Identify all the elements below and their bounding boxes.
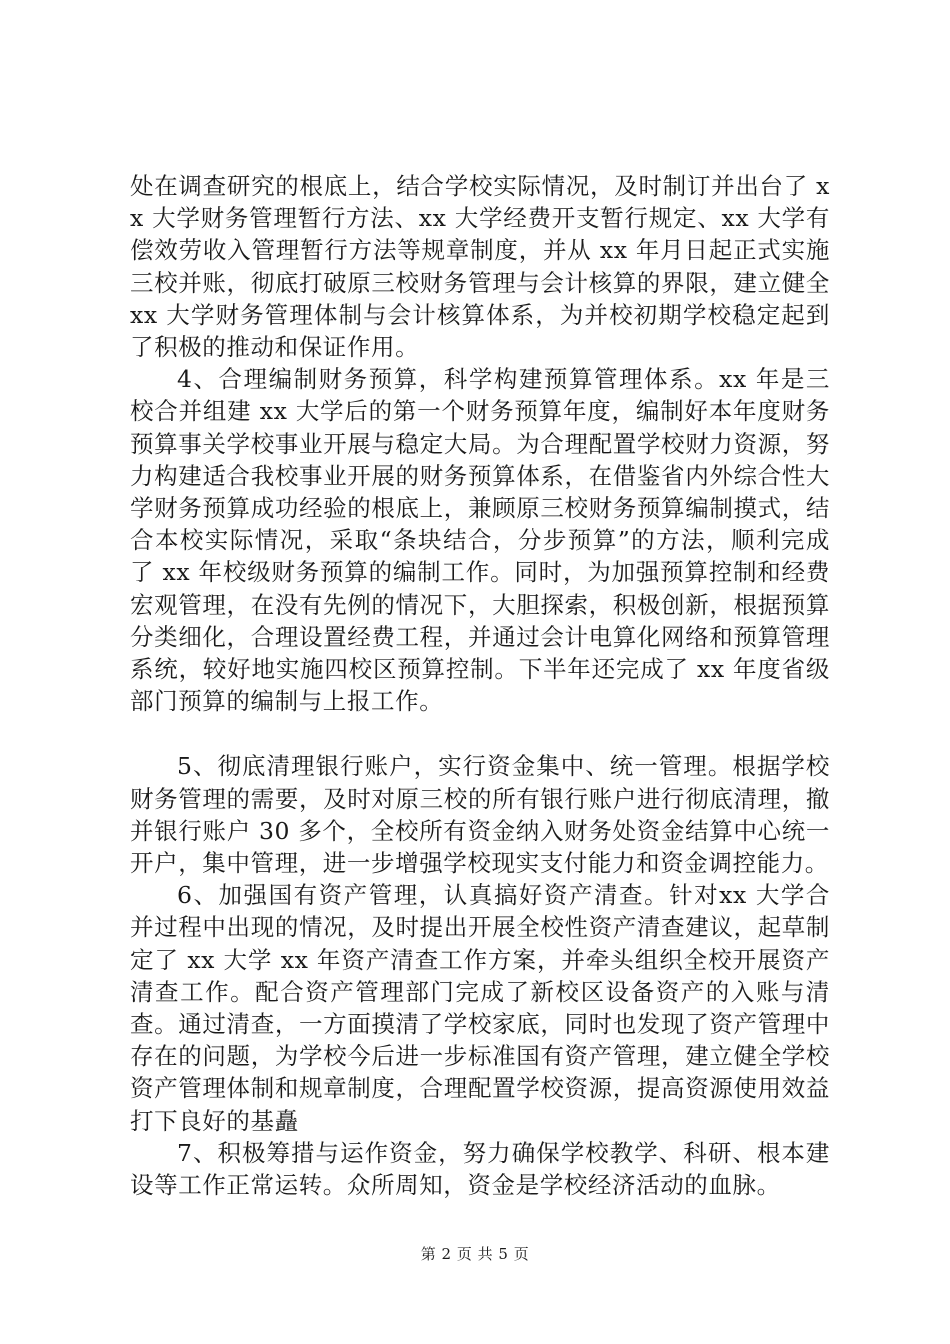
paragraph-item-7: 7、积极筹措与运作资金，努力确保学校教学、科研、根本建设等工作正常运转。众所周知，资金是学校经济活动的血脉。 [130, 1138, 830, 1200]
page-footer: 第 2 页 共 5 页 [420, 1245, 530, 1263]
paragraph-item-4: 4、合理编制财务预算，科学构建预算管理体系。xx 年是三校合并组建 xx 大学后的第一个财务预算年度，编制好本年度财务预算事关学校事业开展与稳定大局。为合理配置学校财力资源，努力构建适合我校事业开展的财务预算体系，在借鉴省内外综合性大学财务预算成功经验的根底上，兼顾原三校财务预算编制摸式，结合本校实际情况，采取“条块结合，分步预算”的方法，顺利完成了 xx 年校级财务预算的编制工作。同时，为加强预算控制和经费宏观管理，在没有先例的情况下，大胆探索，积极创新，根据预算分类细化，合理设置经费工程，并通过会计电算化网络和预算管理系统，较好地实施四校区预算控制。下半年还完成了 xx 年度省级部门预算的编制与上报工作。 [130, 365, 830, 716]
document-body [130, 170, 830, 1201]
paragraph-item-5: 5、彻底清理银行账户，实行资金集中、统一管理。根据学校财务管理的需要，及时对原三校的所有银行账户进行彻底清理，撤并银行账户 30 多个，全校所有资金纳入财务处资金结算中心统一开户，集中管理，进一步增强学校现实支付能力和资金调控能力。 [130, 752, 830, 878]
paragraph-continuation: 处在调查研究的根底上，结合学校实际情况，及时制订并出台了 xx 大学财务管理暂行方法、xx 大学经费开支暂行规定、xx 大学有偿效劳收入管理暂行方法等规章制度，并从 xx 年月日起正式实施三校并账，彻底打破原三校财务管理与会计核算的界限，建立健全 xx 大学财务管理体制与会计核算体系，为并校初期学校稳定起到了积极的推动和保证作用。 [130, 172, 830, 362]
paragraph-item-6: 6、加强国有资产管理，认真搞好资产清查。针对xx 大学合并过程中出现的情况，及时提出开展全校性资产清查建议，起草制定了 xx 大学 xx 年资产清查工作方案，并牵头组织全校开展资产清查工作。配合资产管理部门完成了新校区设备资产的入账与清查。通过清查，一方面摸清了学校家底，同时也发现了资产管理中存在的问题，为学校今后进一步标准国有资产管理，建立健全学校资产管理体制和规章制度，合理配置学校资源，提高资源使用效益打下良好的基矗 [130, 881, 830, 1135]
